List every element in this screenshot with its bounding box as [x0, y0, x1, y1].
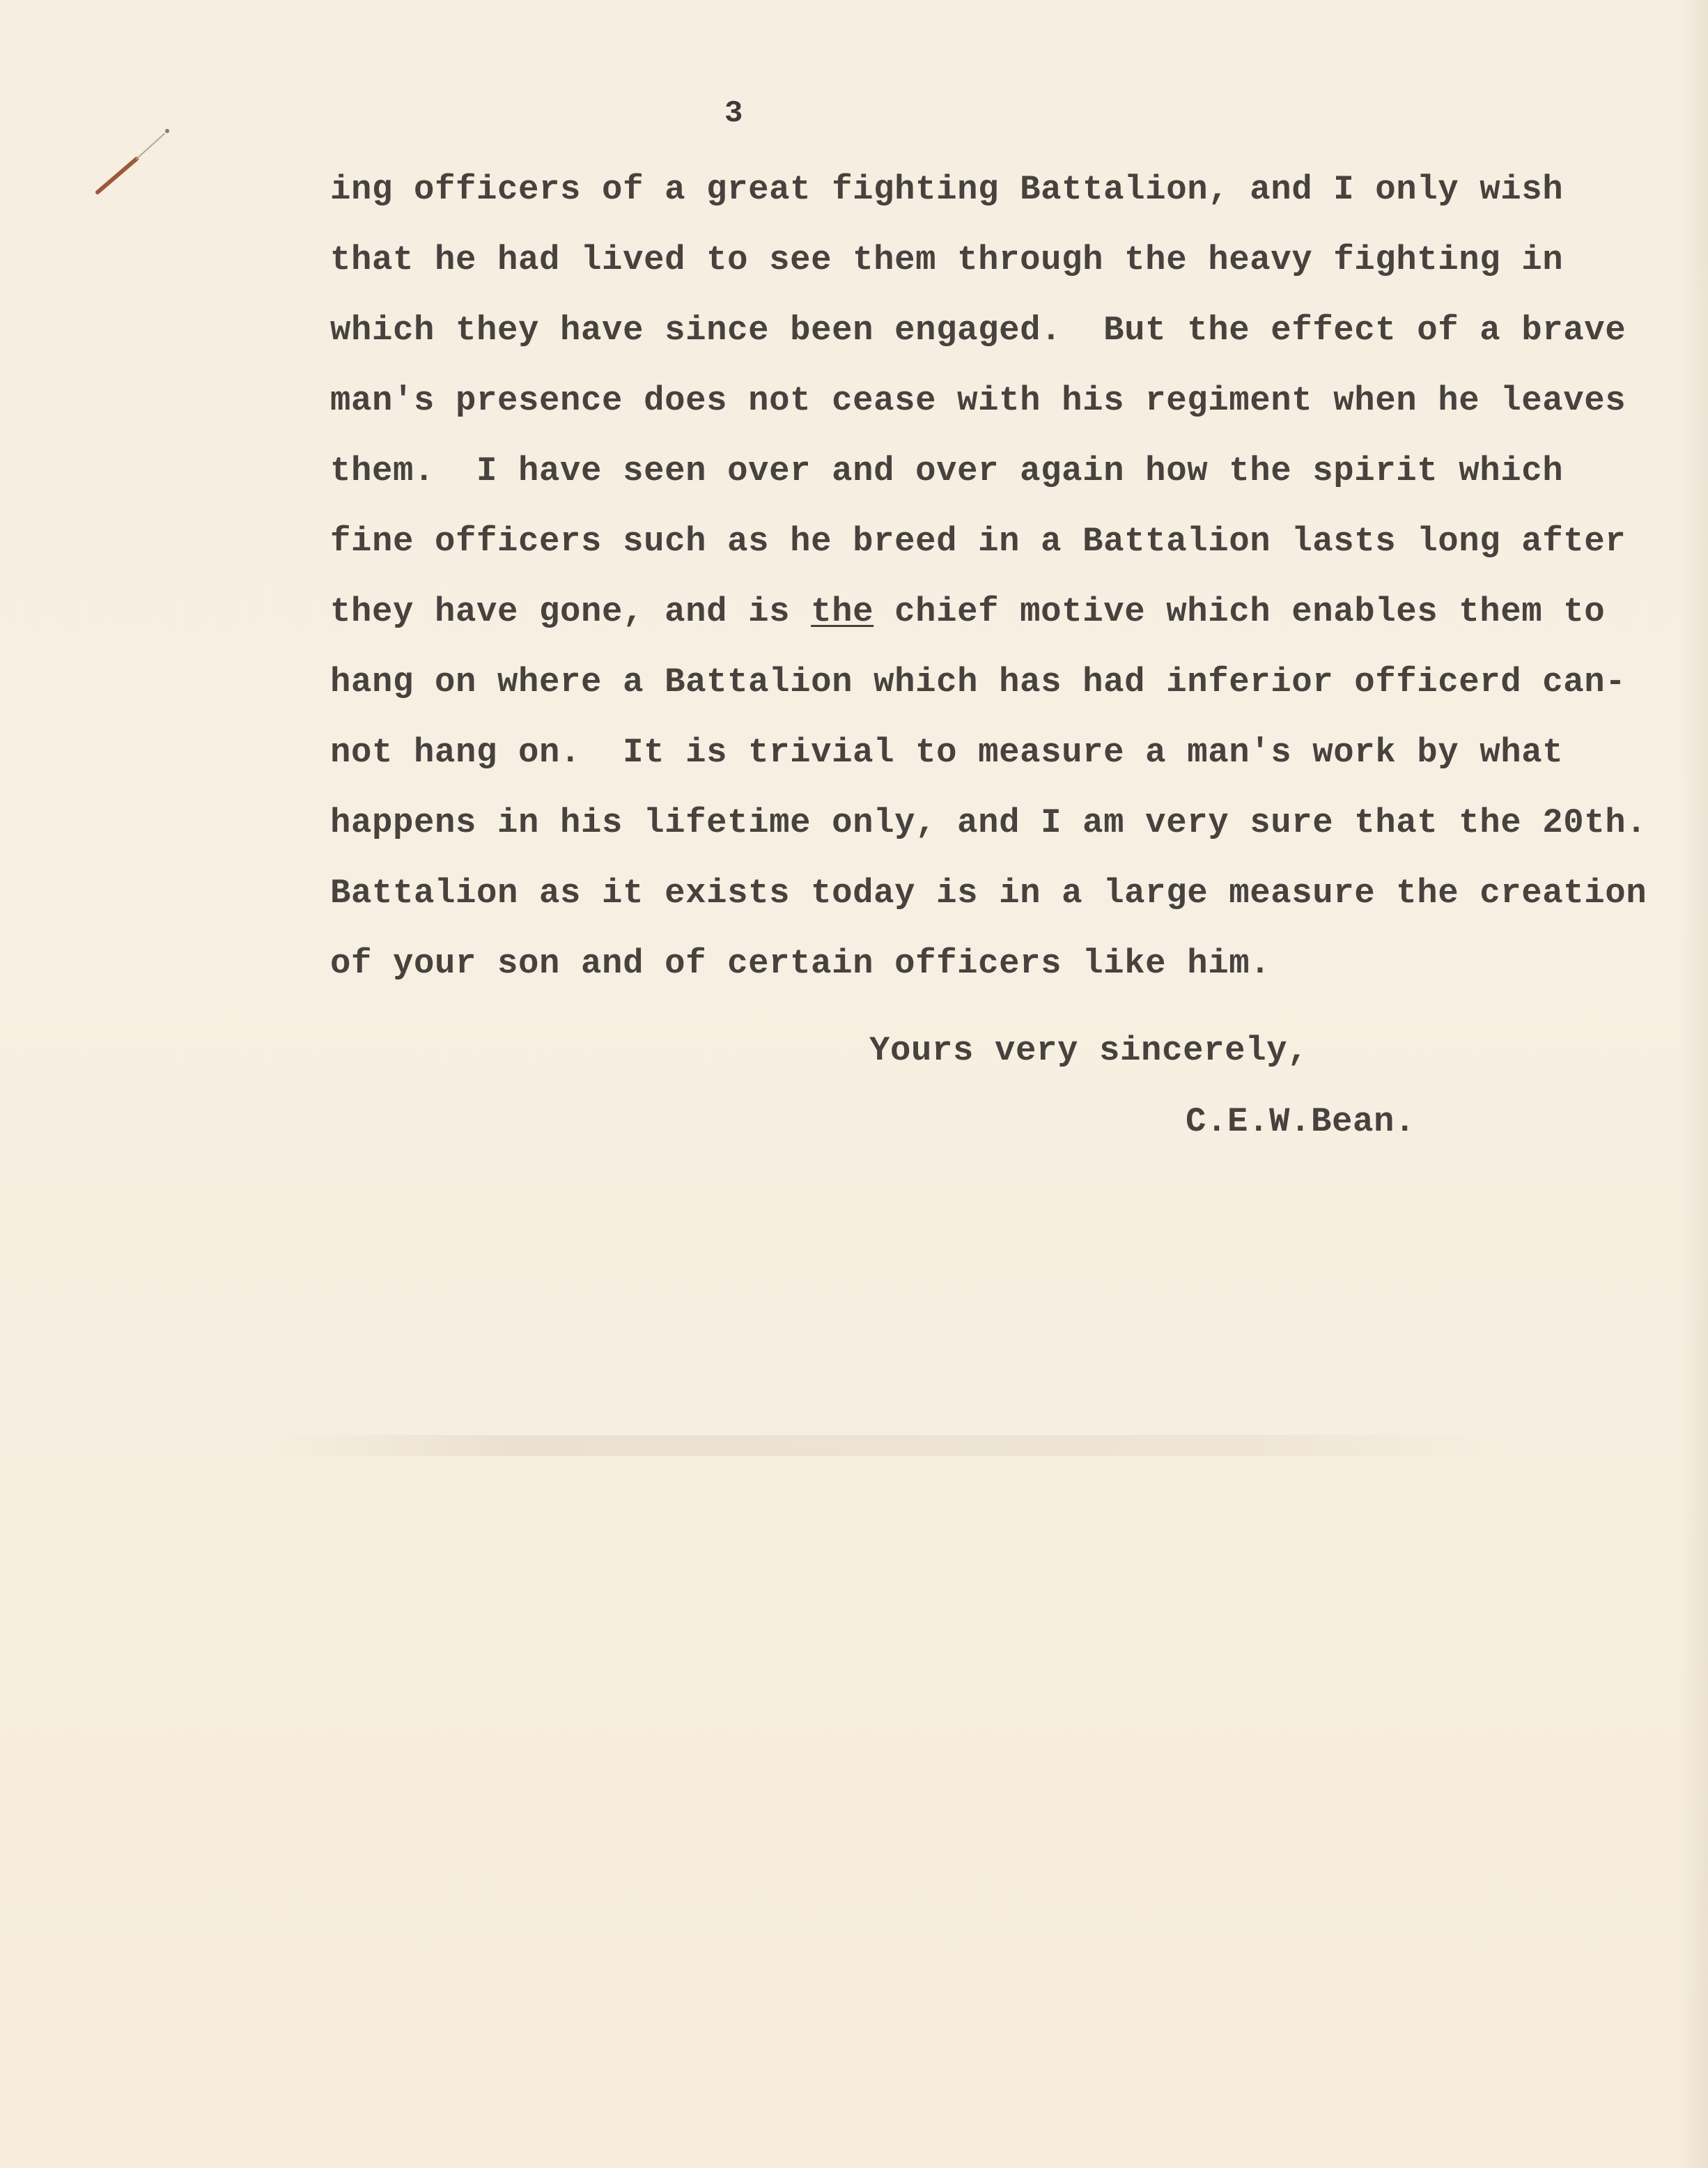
letter-line: not hang on. It is trivial to measure a man's work by what [330, 733, 1564, 772]
letter-line: man's presence does not cease with his regiment when he leaves [330, 381, 1627, 420]
letter-line: happens in his lifetime only, and I am very sure that the 20th. [330, 803, 1647, 842]
letter-body [330, 155, 1668, 999]
letter-line: Battalion as it exists today is in a large measure the creation [330, 874, 1647, 913]
letter-line: of your son and of certain officers like him. [330, 944, 1271, 983]
pen-mark-icon [95, 123, 171, 199]
letter-line-with-emphasis [330, 577, 1668, 647]
letter-line-part: they have gone, and is [330, 592, 812, 631]
letter-line: which they have since been engaged. But the effect of a brave [330, 311, 1627, 350]
letter-line-part: chief motive which enables them to [874, 592, 1606, 631]
letter-line: hang on where a Battalion which has had inferior officerd can- [330, 663, 1627, 702]
letter-line: them. I have seen over and over again how the spirit which [330, 451, 1564, 490]
paper-fold-stain [265, 1435, 1505, 1456]
letter-line: that he had lived to see them through the heavy fighting in [330, 240, 1564, 279]
page-number: 3 [724, 96, 743, 131]
letter-line: ing officers of a great fighting Battalion, and I only wish [330, 170, 1564, 209]
underlined-emphasis: the [811, 592, 874, 631]
letter-signature: C.E.W.Bean. [1186, 1102, 1416, 1141]
letter-line: fine officers such as he breed in a Battalion lasts long after [330, 522, 1627, 561]
letter-closing: Yours very sincerely, [869, 1031, 1309, 1070]
